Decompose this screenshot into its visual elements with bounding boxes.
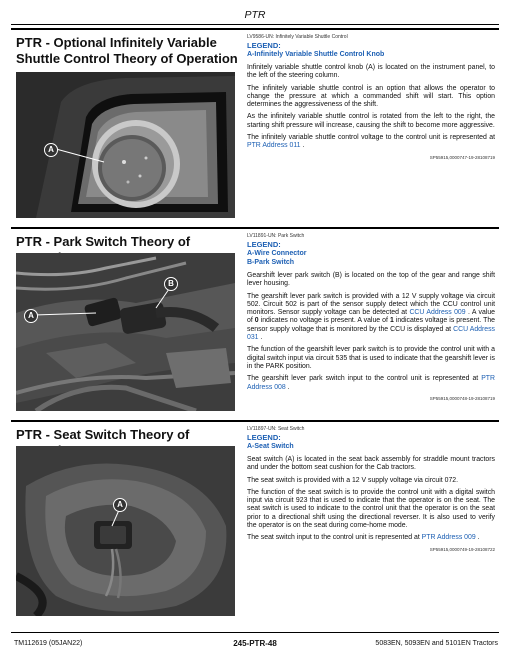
section-park-switch — [11, 227, 499, 417]
section-title: PTR - Seat Switch Theory of — [16, 427, 190, 442]
park-switch-photo — [16, 253, 235, 411]
callout-a: A — [44, 143, 58, 157]
figure-reference: LV11897-UN: Seat Switch — [247, 426, 305, 432]
paragraph — [247, 534, 495, 542]
seat-switch-photo — [16, 446, 235, 616]
paragraph — [247, 134, 495, 151]
value-zero: 0 — [254, 317, 259, 325]
text-span: . — [285, 383, 290, 391]
section-title: PTR - Park Switch Theory of — [16, 234, 191, 249]
figure-reference: LV11891-UN: Park Switch — [247, 233, 305, 239]
value-one: 1 — [389, 317, 394, 325]
ptr-address-008-link[interactable]: PTR Address 008 — [247, 375, 495, 391]
paragraph: The seat switch is provided with a 12 V supply voltage via circuit 072. — [247, 476, 459, 484]
document-id: SP55915,0000749-19-28108722 — [429, 546, 495, 552]
section-text — [247, 426, 495, 552]
text-span: The gearshift lever park switch input to the control unit is represented at — [247, 375, 482, 383]
text-span: . — [475, 534, 480, 542]
paragraph — [247, 293, 495, 343]
shuttle-control-photo — [16, 72, 235, 218]
ptr-address-009-link[interactable]: PTR Address 009 — [421, 534, 476, 542]
text-span: The infinitely variable shuttle control voltage to the control unit is represented at — [247, 134, 495, 142]
text-span: indicates voltage is present. The sensor supply voltage that is monitored by the CCU is displayed at — [247, 317, 495, 333]
text-span: . — [300, 142, 305, 150]
section-text — [247, 233, 495, 401]
ccu-address-009-link[interactable]: CCU Address 009 — [409, 309, 466, 317]
legend-item: B-Park Switch — [247, 259, 295, 266]
legend-item: A-Infinitely Variable Shuttle Control Knob — [247, 51, 385, 58]
legend-header: LEGEND: — [247, 240, 281, 249]
legend-header: LEGEND: — [247, 433, 281, 442]
section-text — [247, 34, 495, 160]
paragraph: As the infinitely variable shuttle control is rotated from the left to the right, the starting shift pressure will increase, causing the shift to become more aggressive. — [247, 113, 495, 129]
document-id: SP55915,0000748-19-28108719 — [429, 395, 495, 401]
legend-item: A-Wire Connector — [247, 250, 307, 257]
header-rule — [11, 24, 499, 25]
section-title: PTR - Optional Infinitely Variable Shuttle Control Theory of Operation — [16, 35, 238, 66]
section-seat-switch — [11, 420, 499, 627]
paragraph — [247, 375, 495, 392]
ccu-address-031-link[interactable]: CCU Address 031 — [247, 325, 495, 342]
page-header-title: PTR — [244, 9, 266, 21]
callout-b: B — [164, 277, 178, 291]
paragraph: The function of the seat switch is to provide the control unit with a digital switch input via circuit 923 that is used to indicate that the operator is on the seat. The seat switch is used to indicate to the control unit that the operator is on the seat prior to a directional shift using the directional reverser. It is also used to verify the operator is on the seat during come-home mode. — [247, 488, 495, 530]
text-span: . — [258, 334, 263, 342]
legend-item: A-Seat Switch — [247, 443, 294, 450]
text-span: indicates no voltage is present. A value of — [258, 317, 390, 325]
paragraph: Infinitely variable shuttle control knob (A) is located on the instrument panel, to the left of the steering column. — [247, 64, 495, 80]
text-span: The gearshift lever park switch is provided with a 12 V supply voltage via circuit 502. Circuit 502 is part of the sensor supply detect which the CCU control unit monitors. Sensor supply voltage can be detected at — [247, 292, 495, 317]
paragraph: The function of the gearshift lever park switch is to provide the control unit with a digital switch input via circuit 535 that is used to indicate that the gearshift lever is in the PARK position. — [247, 346, 495, 370]
ptr-address-011-link[interactable]: PTR Address 011 — [247, 142, 301, 150]
paragraph: The infinitely variable shuttle control is an option that allows the operator to change the pressure at which a commanded shift will start. This option determines the aggressiveness of the shift. — [247, 84, 495, 109]
callout-a: A — [113, 498, 127, 512]
text-span: . A value of — [247, 309, 495, 325]
footer-page-number: 245-PTR-48 — [233, 639, 277, 648]
paragraph: Gearshift lever park switch (B) is located on the top of the gear and range shift lever housing. — [247, 272, 495, 288]
footer-model-names: 5083EN, 5093EN and 5101EN Tractors — [375, 640, 498, 647]
footer-rule — [11, 632, 499, 633]
figure-reference: LV9586-UN: Infinitely Variable Shuttle Control — [247, 34, 348, 40]
text-span: The seat switch input to the control unit is represented at — [247, 534, 422, 542]
paragraph: Seat switch (A) is located in the seat back assembly for straddle mount tractors and under the bottom seat cushion for the Cab tractors. — [247, 456, 495, 472]
legend-header: LEGEND: — [247, 41, 281, 50]
callout-a: A — [24, 309, 38, 323]
section-shuttle-control — [11, 28, 499, 222]
document-id: SP55915,0000747-19-28108719 — [429, 154, 495, 160]
footer-manual-id: TM112619 (05JAN22) — [14, 640, 83, 647]
